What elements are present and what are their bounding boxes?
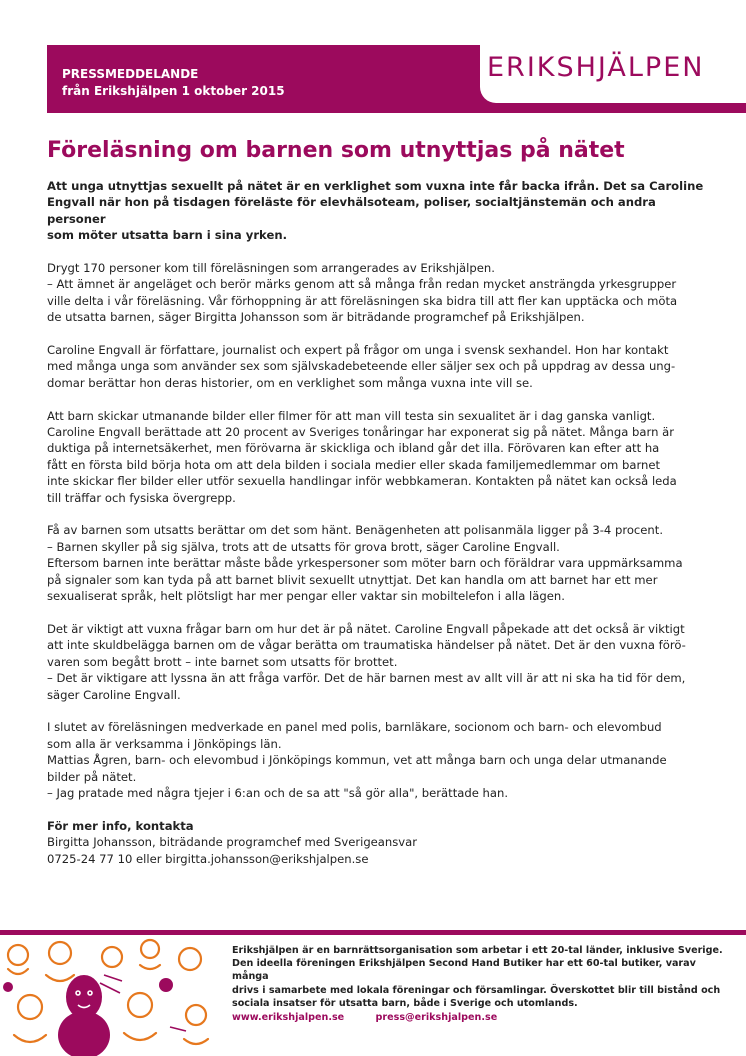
text-line: Att unga utnyttjas sexuellt på nätet är en verklighet som vuxna inte får backa ifrån. Det sa Caroline [47, 179, 704, 193]
text-line: Få av barnen som utsatts berättar om det som hänt. Benägenheten att polisanmäla ligger på 3-4 procent. [47, 523, 664, 538]
text-line: inte skickar fler bilder eller utför sexuella handlingar inför webbkameran. Kontakten på nätet kan också leda [47, 474, 677, 489]
text-line: Caroline Engvall är författare, journalist och expert på frågor om unga i svensk sexhandel. Hon har kontakt [47, 343, 669, 358]
text-line: på signaler som kan tyda på att barnet blivit sexuellt utnyttjat. Det kan handla om att barnet har ett mer [47, 572, 658, 587]
website-link[interactable]: www.erikshjalpen.se [232, 1012, 345, 1023]
contact-details: 0725-24 77 10 eller birgitta.johansson@erikshjalpen.se [47, 851, 369, 866]
paragraph-6 [47, 719, 707, 801]
text-line: med många unga som använder sex som självskadebeteende eller säljer sex och på uppdrag av dessa ung- [47, 359, 676, 374]
article-body [47, 178, 707, 883]
text-line: som alla är verksamma i Jönköpings län. [47, 736, 282, 751]
erikshjalpen-logo: ERIKSHJÄLPEN [487, 52, 705, 83]
paragraph-5 [47, 621, 707, 703]
header-text [62, 66, 285, 100]
lead-paragraph [47, 178, 707, 244]
contact-heading: För mer info, kontakta [47, 818, 194, 833]
text-line: Engvall när hon på tisdagen föreläste för elevhälsoteam, poliser, socialtjänstemän och andra personer [47, 195, 656, 226]
children-illustration [0, 935, 225, 1056]
text-line: Mattias Ågren, barn- och elevombud i Jönköpings kommun, vet att många barn och unga delar utmanande [47, 753, 667, 768]
text-line: bilder på nätet. [47, 769, 137, 784]
paragraph-4 [47, 522, 707, 604]
footer-line: sociala insatser för utsatta barn, både i Sverige och utomlands. [232, 997, 578, 1009]
text-line: ville delta i vår föreläsning. Vår förhoppning är att föreläsningen ska bidra till att fler kan upptäcka och möta [47, 293, 678, 308]
footer-line: Erikshjälpen är en barnrättsorganisation som arbetar i ett 20-tal länder, inklusive Sverige. [232, 945, 723, 956]
text-line: Det är viktigt att vuxna frågar barn om hur det är på nätet. Caroline Engvall påpekade att det också är viktigt [47, 621, 685, 636]
paragraph-1 [47, 260, 707, 326]
press-release-date: från Erikshjälpen 1 oktober 2015 [62, 84, 285, 98]
text-line: fått en första bild börja hota om att dela bilden i sociala medier eller skada familjemedlemmar om barnet [47, 457, 661, 472]
text-line: domar berättar hon deras historier, om en verklighet som många vuxna inte vill se. [47, 375, 533, 390]
paragraph-3 [47, 408, 707, 506]
press-email-link[interactable]: press@erikshjalpen.se [375, 1012, 498, 1023]
text-line: Eftersom barnen inte berättar måste både yrkespersoner som möter barn och föräldrar vara uppmärksamma [47, 556, 683, 571]
contact-block [47, 818, 707, 867]
text-line: I slutet av föreläsningen medverkade en panel med polis, barnläkare, socionom och barn- och elevombud [47, 720, 662, 735]
footer-line: drivs i samarbete med lokala föreningar och församlingar. Överskottet blir till bistånd och [232, 984, 721, 996]
press-release-label: PRESSMEDDELANDE [62, 67, 199, 81]
footer-links [232, 1012, 525, 1023]
text-line: de utsatta barnen, säger Birgitta Johansson som är biträdande programchef på Erikshjälpen. [47, 310, 585, 325]
text-line: sexualiserat språk, helt plötsligt har mer pengar eller vaktar sin mobiltelefon i alla lägen. [47, 589, 565, 604]
text-line: – Jag pratade med några tjejer i 6:an och de sa att "så gör alla", berättade han. [47, 785, 509, 800]
footer-about [232, 944, 732, 1010]
text-line: Att barn skickar utmanande bilder eller filmer för att man vill testa sin sexualitet är i dag ganska vanligt. [47, 408, 656, 423]
contact-name: Birgitta Johansson, biträdande programchef med Sverigeansvar [47, 835, 418, 850]
footer-line: Den ideella föreningen Erikshjälpen Second Hand Butiker har ett 60-tal butiker, varav många [232, 958, 696, 983]
text-line: duktiga på internetsäkerhet, men förövarna är skickliga och ibland går det illa. Förövaren kan efter att ha [47, 441, 660, 456]
text-line: Drygt 170 personer kom till föreläsningen som arrangerades av Erikshjälpen. [47, 261, 495, 276]
text-line: som möter utsatta barn i sina yrken. [47, 228, 287, 243]
text-line: till träffar och fysiska övergrepp. [47, 490, 236, 505]
text-line: säger Caroline Engvall. [47, 687, 181, 702]
text-line: – Att ämnet är angeläget och berör märks genom att så många från redan mycket ansträngda yrkesgrupper [47, 277, 677, 292]
text-line: Caroline Engvall berättade att 20 procent av Sveriges tonåringar har exponerat sig på nätet. Många barn är [47, 425, 674, 440]
text-line: – Det är viktigare att lyssna än att fråga varför. Det de här barnen mest av allt vill är att ni ska ha tid för dem, [47, 671, 686, 686]
paragraph-2 [47, 342, 707, 391]
text-line: – Barnen skyller på sig själva, trots att de utsatts för grova brott, säger Caroline Engvall. [47, 539, 560, 554]
page-title: Föreläsning om barnen som utnyttjas på nätet [47, 138, 625, 163]
text-line: att inte skuldbelägga barnen om de vågar berätta om traumatiska händelser på nätet. Det är den vuxna förö- [47, 638, 686, 653]
text-line: varen som begått brott – inte barnet som utsatts för brottet. [47, 654, 398, 669]
